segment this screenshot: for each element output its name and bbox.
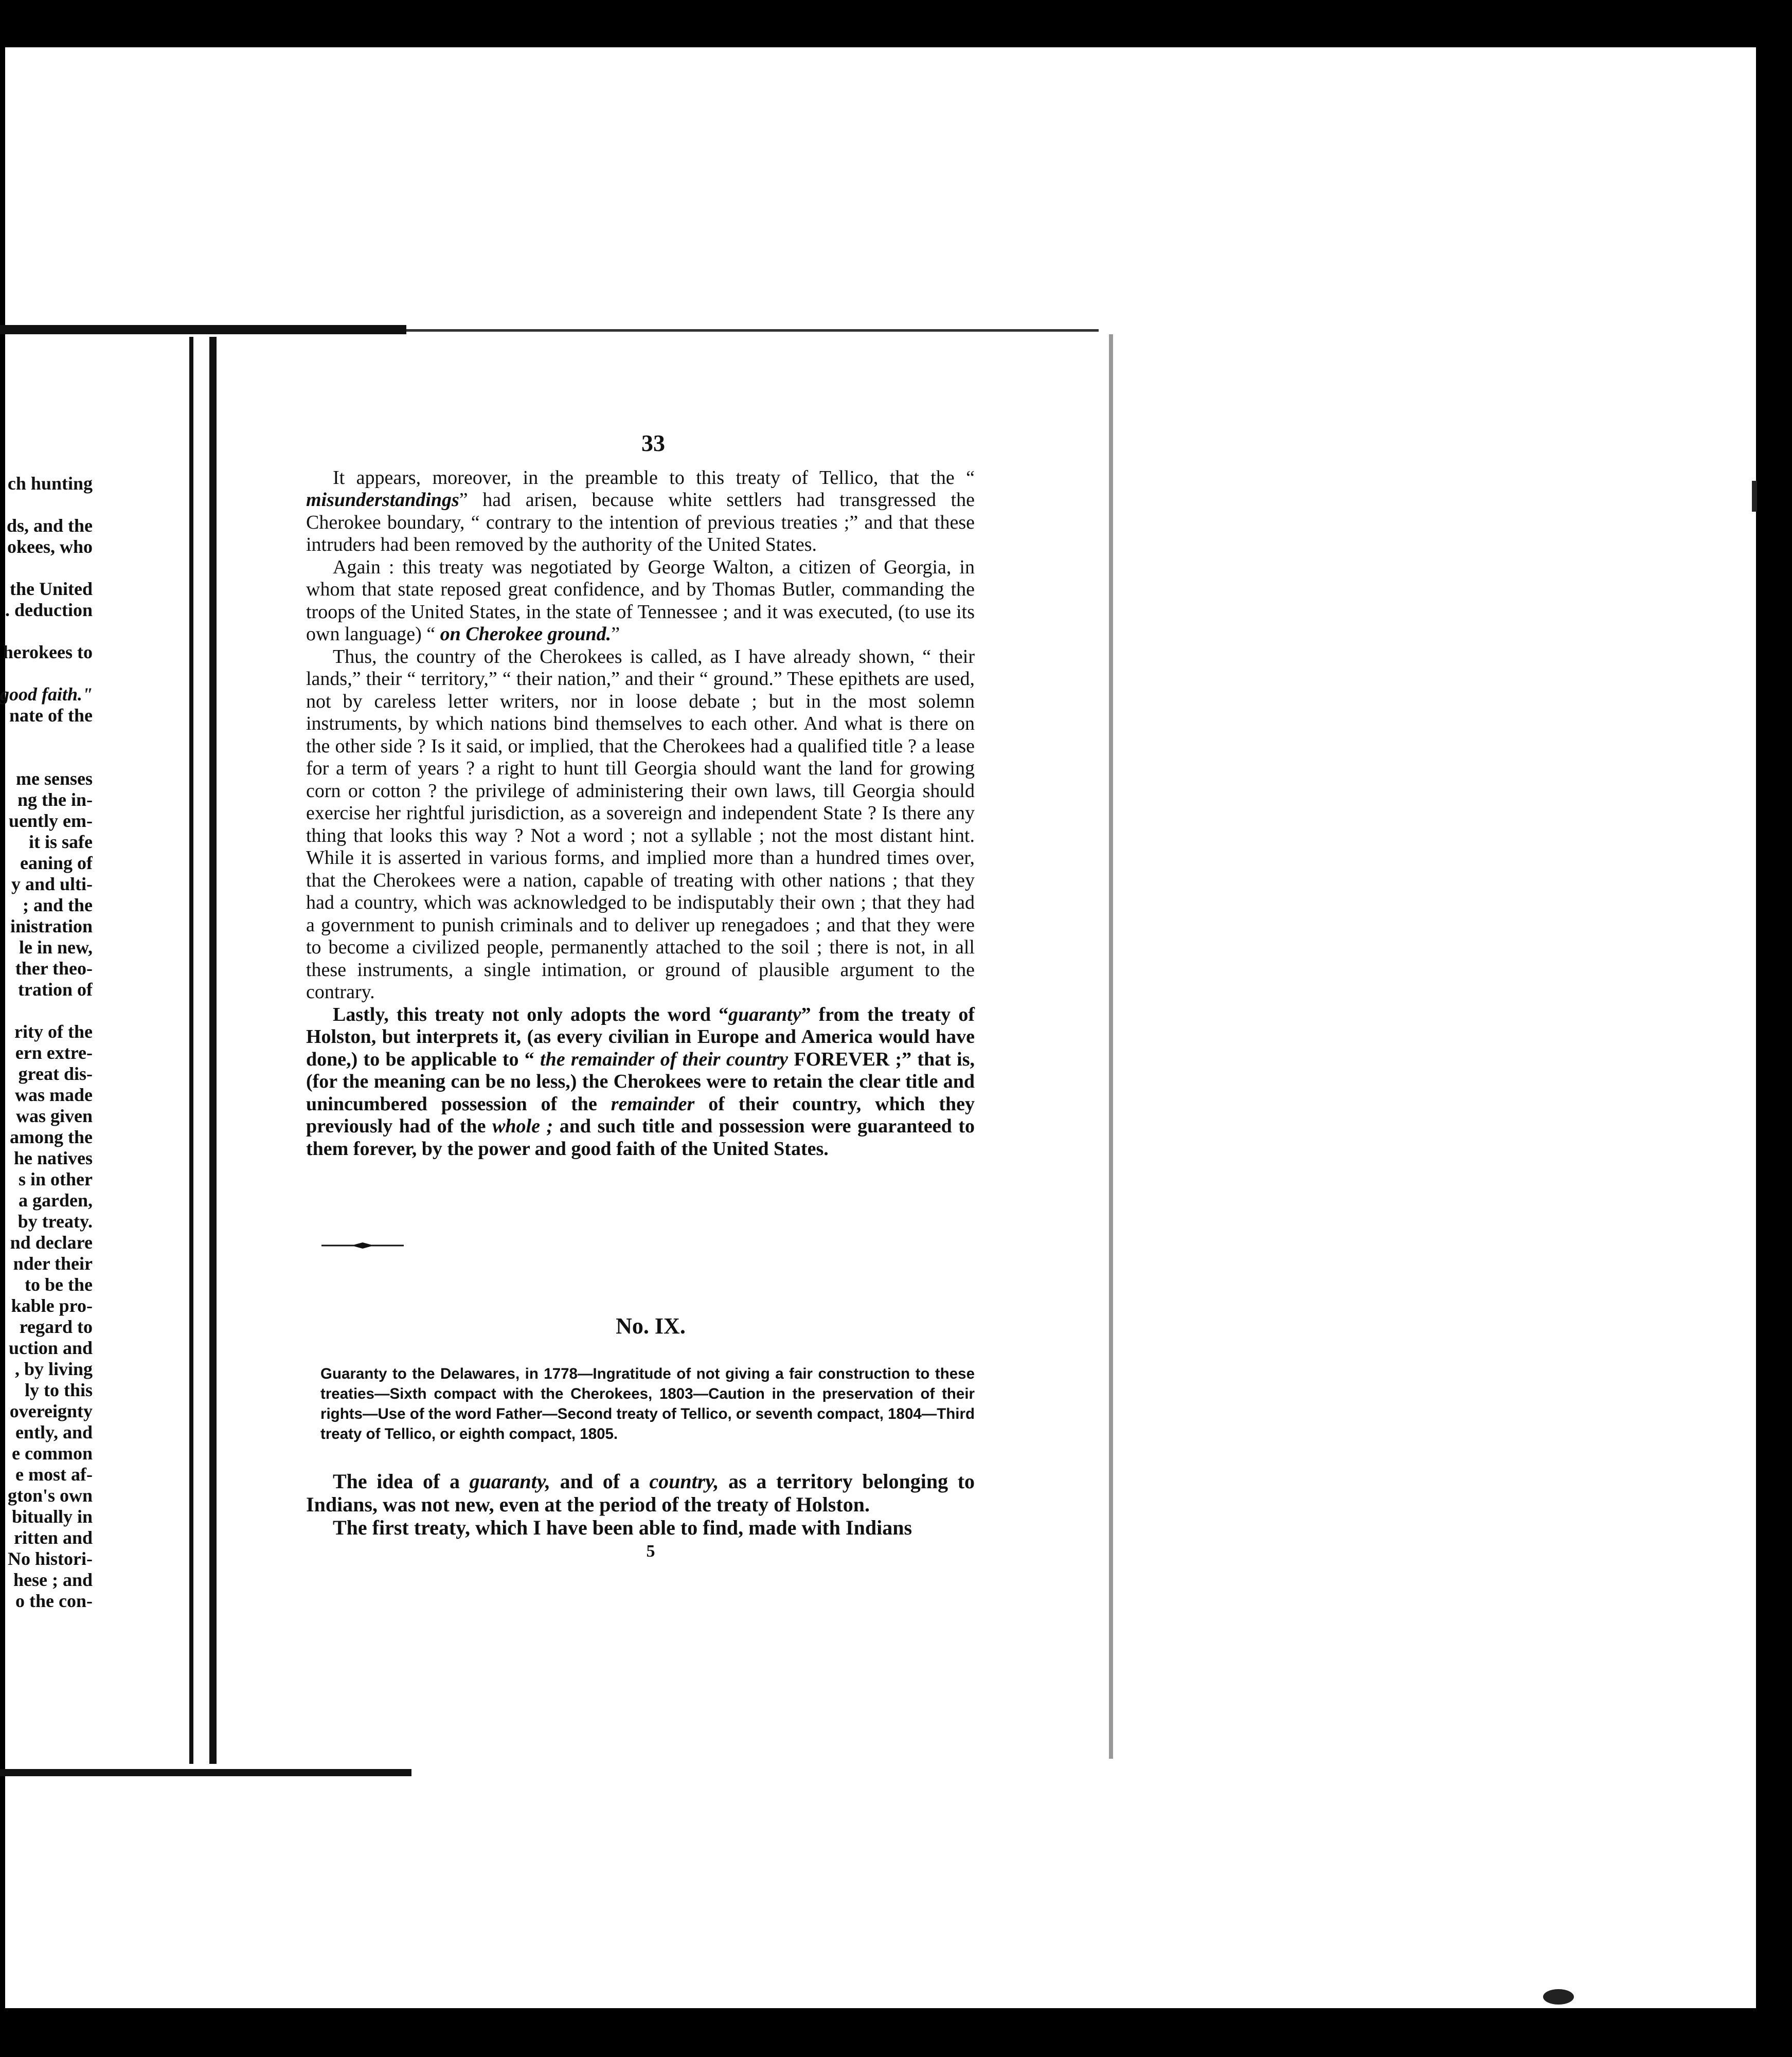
left-page-line: , by living — [14, 1359, 93, 1379]
left-page-line — [0, 1000, 93, 1021]
left-page-line: ds, and the — [6, 515, 93, 536]
left-page-line: good faith." — [0, 684, 93, 705]
paragraph-3: Thus, the country of the Cherokees is called, as I have already shown, “ their lands,” their “ territory,” “ their nation,” and their “ ground.” These epithets are used, not by careless letter writers, nor in loose debate ; but in the most solemn instruments, by which nations bind themselves to each other. And what is there on the other side ? Is it said, or implied, that the Cherokees had a qualified title ? a lease for a term of years ? a right to hunt till Georgia should want the land for growing corn or cotton ? the privilege of administering their own laws, till Georgia should exercise her rightful jurisdiction, as a sovereign and independent State ? Is there any thing that looks this way ? Not a word ; not a syllable ; not the most distant hint. While it is asserted in various forms, and implied more than a hundred times over, that the Cherokees were a nation, capable of treating with other nations ; that they had a country, which was acknowledged to be indisputably their own ; that they had a government to punish criminals and to deliver up renegadoes ; and that they were to become a civilized people, permanently attached to the soil ; there is not, in all these instruments, a single intimation, or ground of plausible argument to the contrary. — [306, 645, 975, 1003]
paragraph-1: It appears, moreover, in the preamble to this treaty of Tellico, that the “ misunderstandings” had arisen, because white settlers had transgressed the Cherokee boundary, “ contrary to the intention of previous treaties ;” and that these intruders had been removed by the authority of the United States. — [306, 466, 975, 555]
signature-mark: 5 — [646, 1542, 655, 1561]
scan-border-top — [0, 0, 1792, 47]
section-divider-ornament — [321, 1242, 404, 1249]
scan-speck — [1543, 1989, 1574, 2005]
left-page-bottom-rule — [0, 1769, 411, 1776]
left-page-line — [0, 663, 93, 684]
left-page-line: to be the — [25, 1274, 93, 1295]
left-page-line: ern extre- — [15, 1042, 93, 1063]
left-page-line: ; and the — [22, 895, 93, 915]
section-title: No. IX. — [616, 1313, 686, 1339]
paragraph-2: Again : this treaty was negotiated by George Walton, a citizen of Georgia, in whom that state reposed great confidence, and by Thomas Butler, commanding the troops of the United States, in the state of Tennessee ; and it was executed, (to use its own language) “ on Cherokee ground.” — [306, 556, 975, 645]
left-page-line: eaning of — [20, 853, 93, 873]
left-page-line: me senses — [16, 768, 93, 789]
left-page-line: nate of the — [9, 705, 93, 726]
left-page-line: y and ulti- — [11, 874, 93, 894]
left-page-line: nder their — [13, 1253, 93, 1274]
left-page-line: ritten and — [14, 1527, 93, 1548]
left-page-line: ly to this — [24, 1380, 93, 1400]
scan-speck — [1752, 481, 1757, 512]
scan-border-bottom — [0, 2008, 1792, 2057]
section-body — [306, 1470, 975, 1539]
left-page-line: e most af- — [15, 1464, 93, 1485]
left-page-line: e common — [12, 1443, 93, 1464]
left-page-line: regard to — [19, 1316, 93, 1337]
left-page-line: was made — [15, 1085, 93, 1105]
scan-border-right — [1756, 0, 1792, 2057]
paragraph-6: The first treaty, which I have been able to find, made with Indians — [333, 1516, 912, 1539]
left-page-line: was given — [15, 1106, 93, 1126]
left-page-line: the United — [10, 579, 93, 599]
gutter-line — [189, 337, 193, 1764]
left-page-line: kable pro- — [11, 1295, 93, 1316]
left-page-text — [0, 473, 93, 1612]
gutter-shadow — [209, 337, 217, 1764]
left-page-line: . deduction — [5, 600, 93, 620]
left-page-line: uction and — [8, 1338, 93, 1358]
left-page-line: among the — [10, 1127, 93, 1147]
page-top-edge — [406, 329, 1099, 332]
left-page-line: ently, and — [15, 1422, 93, 1442]
left-page-line — [0, 494, 93, 515]
left-page-line: ch hunting — [7, 473, 93, 494]
page-right-edge — [1109, 334, 1113, 1759]
left-page-line: le in new, — [19, 937, 93, 958]
left-page-line: a garden, — [19, 1190, 93, 1211]
left-page-line: he natives — [14, 1148, 93, 1168]
left-page-line — [0, 726, 93, 747]
left-page-line — [0, 557, 93, 579]
left-page-line: nd declare — [10, 1232, 93, 1253]
left-page-line: ng the in- — [17, 789, 93, 810]
left-page-line: overeignty — [9, 1401, 93, 1421]
left-page-top-rule — [0, 325, 406, 334]
left-page-line — [0, 621, 93, 642]
left-page-line: hese ; and — [13, 1569, 93, 1590]
left-page-line: gton's own — [7, 1485, 93, 1506]
left-page-line: herokees to — [3, 642, 93, 662]
left-page-line: uently em- — [9, 810, 93, 831]
page-number: 33 — [641, 430, 665, 456]
left-page-line: bitually in — [11, 1506, 93, 1527]
section-summary: Guaranty to the Delawares, in 1778—Ingratitude of not giving a fair construction to these treaties—Sixth compact with the Cherokees, 1803—Caution in the preservation of their rights—Use of the word Father—Second treaty of Tellico, or seventh compact, 1804—Third treaty of Tellico, or eighth compact, 1805. — [320, 1365, 975, 1442]
left-page-line: by treaty. — [17, 1211, 93, 1232]
left-page-line: ther theo- — [15, 958, 93, 979]
left-page-line — [0, 747, 93, 768]
left-page-line: rity of the — [14, 1021, 93, 1042]
paragraph-5: The idea of a guaranty, and of a country, as a territory belonging to Indians, was not new, even at the period of the treaty of Holston. — [306, 1470, 975, 1516]
left-page-line: No histori- — [8, 1548, 93, 1569]
left-page-line: tration of — [18, 979, 93, 1000]
paragraph-4: Lastly, this treaty not only adopts the word “guaranty” from the treaty of Holston, but interprets it, (as every civilian in Europe and America would have done,) to be applicable to “ the remainder of their country FOREVER ;” that is, (for the meaning can be no less,) the Cherokees were to retain the clear title and unincumbered possession of the remainder of their country, which they previously had of the whole ; and such title and possession were guaranteed to them forever, by the power and good faith of the United States. — [306, 1003, 975, 1160]
left-page-line: it is safe — [29, 832, 93, 852]
left-page-line: okees, who — [7, 536, 93, 557]
left-page-line: s in other — [19, 1169, 93, 1189]
page — [306, 432, 975, 1563]
left-page-line: inistration — [10, 916, 93, 936]
left-page-line: great dis- — [18, 1063, 93, 1084]
left-page-line: o the con- — [15, 1591, 93, 1611]
